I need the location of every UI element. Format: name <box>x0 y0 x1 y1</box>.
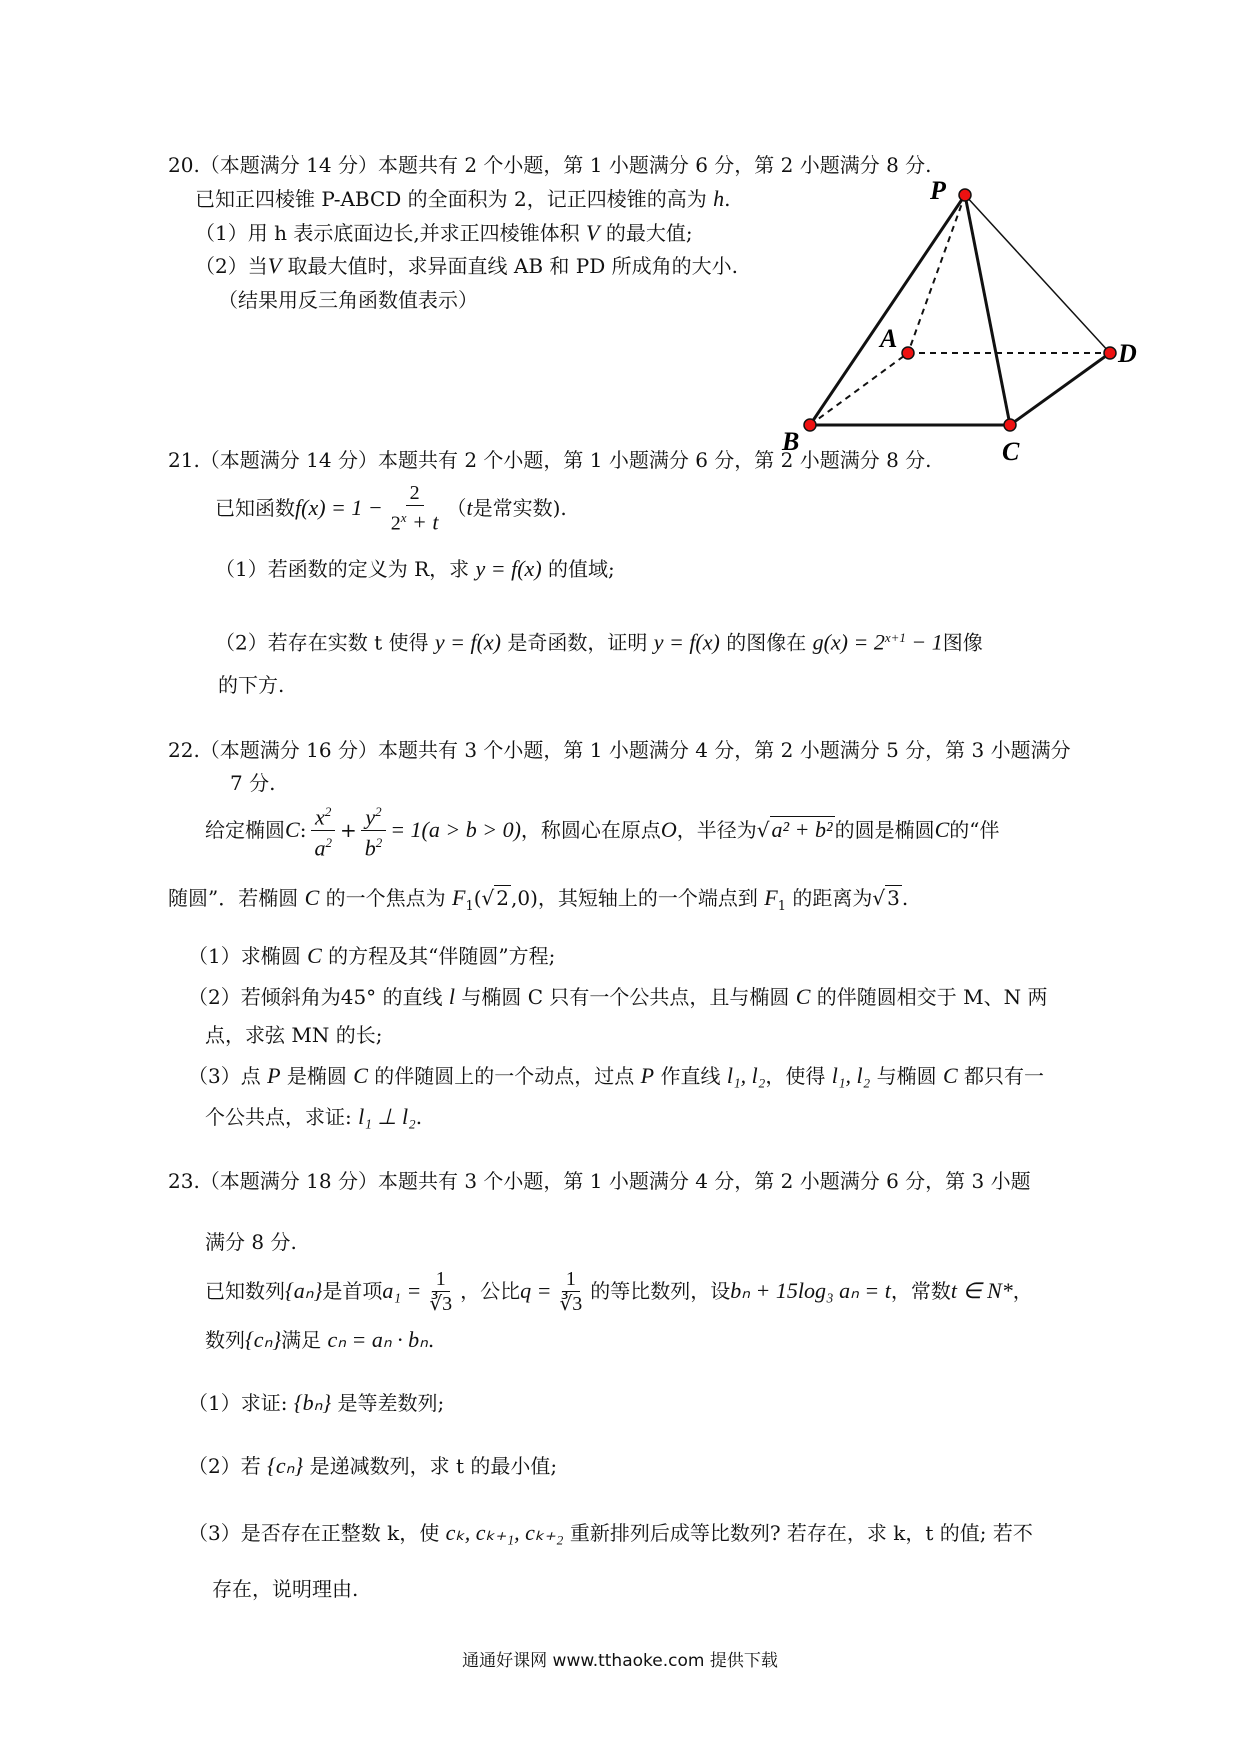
q23-part2-text: （2）若 <box>188 1454 268 1478</box>
q23-frac-a1-num: 1 <box>432 1267 450 1292</box>
footer-credit: 通通好课网 www.tthaoke.com 提供下载 <box>462 1651 778 1671</box>
q22-part2-cont: 点，求弦 MN 的长; <box>205 1023 383 1047</box>
q22-part3-l: l₁, l₂ <box>726 1063 766 1088</box>
q20-header: 20.（本题满分 14 分）本题共有 2 个小题，第 1 小题满分 6 分，第 2 小题满分 8 分. <box>168 153 932 177</box>
q22-header-line2: 7 分. <box>230 771 276 795</box>
q21-den-exp: x <box>400 509 407 525</box>
q23-line2-text: 数列 <box>205 1328 245 1352</box>
q23-part1 <box>188 1390 444 1416</box>
q23-bn-expr: bₙ + 15log₃ aₙ = t <box>730 1278 891 1303</box>
q22-part3-C2: C <box>942 1063 958 1088</box>
q23-stem-text4: 的等比数列，设 <box>590 1279 731 1303</box>
q21-den-rest: + t <box>406 509 439 535</box>
q21-fraction <box>387 481 443 536</box>
q23-line2-end: . <box>427 1328 435 1352</box>
q21-part2 <box>215 625 983 656</box>
edge-PB <box>810 195 965 425</box>
q23-frac-a1-den: ∛3 <box>429 1292 453 1315</box>
vertex-A <box>902 347 914 359</box>
q22-part2-text2: 的直线 <box>376 985 449 1009</box>
edge-AB <box>810 353 908 425</box>
q22-line2-text: 随圆”．若椭圆 <box>168 886 305 910</box>
q22-part3 <box>188 1063 1044 1089</box>
q21-stem-text: 已知函数 <box>215 496 295 520</box>
q22-part3-cont <box>205 1104 422 1130</box>
q22-part3-C: C <box>353 1063 368 1088</box>
q22-frac-y <box>361 800 387 860</box>
q22-F1-open: ( <box>473 886 482 910</box>
q22-line2: 随圆”．若椭圆 C 的一个焦点为 $F_1(√$ 2 ,0)，其短轴上的一个端点到 $F_1$ 的距离为√ 3 . <box>168 885 909 914</box>
q22-C: C <box>285 817 300 842</box>
q21-frac-numerator: 2 <box>406 481 424 506</box>
q21-part1 <box>215 556 615 582</box>
q23-q: q = <box>520 1278 552 1303</box>
q22-F1b: F <box>764 885 778 910</box>
q20-part1-text-end: 的最大值; <box>599 221 693 245</box>
q20-part1 <box>195 220 693 246</box>
vertex-C <box>1004 419 1016 431</box>
q22-stem-text3: ，半径为 <box>676 818 757 842</box>
q20-stem <box>195 186 730 212</box>
q21-part1-text: （1）若函数的定义为 R，求 <box>215 557 476 581</box>
q22-part1-end: 的方程及其“伴随圆”方程; <box>321 944 556 968</box>
edge-PC <box>965 195 1010 425</box>
q22-stem-text2: ，称圆心在原点 <box>520 818 661 842</box>
q20-stem-end: . <box>724 187 731 211</box>
q22-part3-text3: 的伴随圆上的一个动点，过点 <box>367 1064 641 1088</box>
q22-stem-text: 给定椭圆 <box>205 818 285 842</box>
q21-header: 21.（本题满分 14 分）本题共有 2 个小题，第 1 小题满分 6 分，第 2 小题满分 8 分. <box>168 448 932 472</box>
q21-part2-text2: 是奇函数，证明 <box>500 630 654 655</box>
q21-fx: f(x) = 1 − <box>295 495 383 520</box>
q23-an: {aₙ} <box>285 1278 323 1303</box>
q23-stem-text5: ，常数 <box>890 1279 951 1303</box>
q22-part2-text3: 与椭圆 C 只有一个公共点，且与椭圆 <box>455 985 796 1009</box>
q22-ellipse-rest: = 1(a > b > 0) <box>390 817 521 842</box>
q22-part3-cont-end: . <box>415 1105 423 1129</box>
q22-F1-close: ,0) <box>511 886 538 910</box>
q23-part2 <box>188 1453 557 1479</box>
vertex-D <box>1104 347 1116 359</box>
q22-line2-end: . <box>901 886 909 910</box>
q22-part3-l2: l₁, l₂ <box>831 1063 871 1088</box>
q23-part2-cn: {cₙ} <box>267 1453 304 1478</box>
q23-a1: a₁ = <box>382 1278 422 1303</box>
q23-part3-ck: cₖ, cₖ₊₁, cₖ₊₂ <box>445 1520 564 1545</box>
q22-part3-text2: 是椭圆 <box>280 1064 354 1088</box>
q23-t-in: t ∈ N* <box>950 1278 1013 1303</box>
q21-stem-end: 是常实数). <box>472 496 567 520</box>
q22-x2: $x^2$ <box>311 800 335 830</box>
label-D: D <box>1118 339 1137 368</box>
q23-line2 <box>205 1327 434 1353</box>
q23-header-line1: 23.（本题满分 18 分）本题共有 3 个小题，第 1 小题满分 4 分，第 2 小题满分 6 分，第 3 小题 <box>168 1169 1031 1193</box>
q22-F1-sub: 1 <box>465 899 474 914</box>
q21-part2-expr2: y = f(x) <box>653 629 720 655</box>
q22-part3-text7: 都只有一 <box>957 1064 1045 1088</box>
q20-part2-V: V <box>267 253 282 278</box>
q22-line2-text3: ，其短轴上的一个端点到 <box>537 886 765 910</box>
q21-part2-cont: 的下方. <box>218 673 285 697</box>
q21-stem <box>215 480 567 536</box>
q22-part3-text: （3）点 <box>188 1064 268 1088</box>
q22-part2-text4: 的伴随圆相交于 M、N 两 <box>810 985 1048 1009</box>
q23-part3-end: 重新排列后成等比数列? 若存在，求 k，t 的值; 若不 <box>563 1521 1033 1545</box>
q20-part1-V: V <box>586 220 600 245</box>
q21-part2-g-rest: − 1 <box>905 629 943 655</box>
q22-part3-P2: P <box>640 1063 655 1088</box>
q23-part2-end: 是递减数列，求 t 的最小值; <box>303 1454 558 1478</box>
q22-F1b-sub: 1 <box>777 899 787 914</box>
q23-part3-cont: 存在，说明理由. <box>212 1577 359 1601</box>
q22-part3-text4: 作直线 <box>654 1064 727 1088</box>
q20-part2 <box>195 253 738 279</box>
q22-part3-text5: ，使得 <box>765 1064 832 1088</box>
q22-part3-P: P <box>267 1063 281 1088</box>
q22-stem: 给定椭圆 C : $\frac{x^2}{a^2}$ + $\frac{y^2}{b^2}$ = 1(a > b > 0) ，称圆心在原点 O ，半径为 √a² + b² 的圆是椭圆 C 的“伴 <box>205 800 1000 860</box>
q20-note: （结果用反三角函数值表示） <box>218 288 478 312</box>
q21-part2-g: g(x) = 2 <box>812 629 885 655</box>
q22-line2-C: C <box>304 885 320 910</box>
q22-part3-text6: 与椭圆 <box>870 1064 943 1088</box>
q22-line2-text4: 的距离为 <box>786 886 873 910</box>
q23-line2-text2: 满足 <box>281 1328 328 1352</box>
q22-rad3: 3 <box>887 886 900 910</box>
label-P: P <box>930 176 946 205</box>
q20-part2-text-end: 取最大值时，求异面直线 AB 和 PD 所成角的大小. <box>281 254 738 278</box>
q22-part1 <box>188 943 555 969</box>
q23-frac-q <box>555 1267 586 1316</box>
q23-header-line2: 满分 8 分. <box>205 1230 297 1254</box>
q22-part2-C: C <box>795 984 811 1009</box>
q21-frac-denominator <box>387 506 443 536</box>
edge-CD <box>1010 353 1110 425</box>
q22-C2: C <box>934 817 950 842</box>
vertex-B <box>804 419 816 431</box>
q20-part1-text: （1）用 h 表示底面边长,并求正四棱锥体积 <box>195 221 587 245</box>
q22-part1-text: （1）求椭圆 <box>188 944 308 968</box>
q20-stem-text: 已知正四棱锥 P-ABCD 的全面积为 2，记正四棱锥的高为 <box>195 187 714 211</box>
q23-frac-q-num: 1 <box>562 1267 580 1292</box>
q20-part2-text: （2）当 <box>195 254 268 278</box>
q23-stem-text2: 是首项 <box>322 1279 383 1303</box>
q23-stem-text3: ，公比 <box>460 1279 521 1303</box>
label-B: B <box>782 427 800 456</box>
vertex-P <box>959 189 971 201</box>
q22-stem-text5: 的“伴 <box>949 818 1000 842</box>
q23-cn: {cₙ} <box>245 1327 282 1352</box>
q22-stem-text4: 的圆是椭圆 <box>834 818 935 842</box>
q22-header-line1: 22.（本题满分 16 分）本题共有 3 个小题，第 1 小题满分 4 分，第 2 小题满分 5 分，第 3 小题满分 <box>168 738 1071 762</box>
q21-part2-text4: 图像 <box>942 630 983 655</box>
label-C: C <box>1002 437 1020 466</box>
q23-part1-text: （1）求证: <box>188 1391 294 1415</box>
q21-stem-paren: （ <box>446 496 467 520</box>
q22-y2: $y^2$ <box>361 800 385 830</box>
q23-part1-end: 是等差数列; <box>331 1391 445 1415</box>
q22-O: O <box>660 817 677 842</box>
q21-part2-text: （2）若存在实数 t 使得 <box>215 630 435 655</box>
q23-stem-text6: ， <box>1012 1279 1033 1303</box>
q23-part1-bn: {bₙ} <box>293 1390 332 1415</box>
q21-part2-text3: 的图像在 <box>719 630 813 655</box>
q23-stem <box>205 1262 1033 1320</box>
q22-part2-l: l <box>448 984 456 1009</box>
edge-PA <box>908 195 965 353</box>
q23-cn-expr: cₙ = aₙ · bₙ <box>327 1327 428 1352</box>
q22-part3-cont-text: 个公共点，求证: <box>205 1105 359 1129</box>
q22-line2-text2: 的一个焦点为 <box>319 886 452 910</box>
q22-F1-rad: 2 <box>496 886 510 910</box>
q23-part3-text: （3）是否存在正整数 k，使 <box>188 1521 446 1545</box>
q21-t: t <box>466 495 473 520</box>
q22-radical: √a² + b² <box>756 817 833 842</box>
pyramid-figure <box>770 175 1170 475</box>
q22-part3-perp: l₁ ⊥ l₂ <box>358 1104 416 1129</box>
q22-frac-x <box>310 800 336 860</box>
q21-part2-expr1: y = f(x) <box>434 629 501 655</box>
q22-b2: $b^2$ <box>364 834 383 860</box>
q22-part2-angle: 45° <box>340 985 377 1009</box>
q20-h-symbol: h <box>713 186 725 211</box>
q23-frac-q-den: ∛3 <box>559 1292 583 1315</box>
q21-part1-expr: y = f(x) <box>475 556 542 581</box>
q21-den-base: 2 <box>390 512 401 535</box>
q23-part3 <box>188 1520 1033 1546</box>
q22-part1-C: C <box>307 943 322 968</box>
q21-part2-g-exp: x+1 <box>884 630 906 645</box>
q22-a2: $a^2$ <box>314 834 332 860</box>
q22-part2-text: （2）若倾斜角为 <box>188 985 341 1009</box>
label-A: A <box>880 324 898 353</box>
q22-F1: F <box>452 885 466 910</box>
edge-PD <box>965 195 1110 353</box>
q23-stem-text: 已知数列 <box>205 1279 285 1303</box>
q21-part1-end: 的值域; <box>541 557 615 581</box>
q22-colon: : <box>299 818 307 842</box>
q23-frac-a1 <box>425 1267 456 1316</box>
q22-part2 <box>188 984 1048 1010</box>
